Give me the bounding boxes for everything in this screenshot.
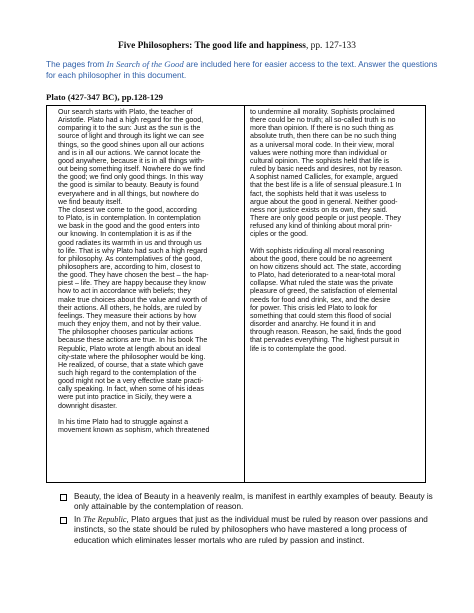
text-line: we bask in the good and the good enters into xyxy=(58,222,200,231)
text-line: to Plato, had deteriorated to a near-total moral xyxy=(250,271,396,280)
text-line: out being something itself. Nowhere do we find xyxy=(58,165,206,174)
square-bullet-icon xyxy=(60,517,67,524)
text-line: the good; we find only good things. In this way xyxy=(58,173,204,182)
text-line: feelings. They measure their actions by how xyxy=(58,311,197,320)
text-line: how to act in accordance with beliefs; they xyxy=(58,287,191,296)
text-line: life is to contemplate the good. xyxy=(250,344,347,353)
text-line: In his time Plato had to struggle against a xyxy=(58,417,189,426)
text-line: Aristotle. Plato had a high regard for the good, xyxy=(58,116,204,125)
title-pages: , pp. 127-133 xyxy=(305,41,356,51)
text-line: needs for food and drink, sex, and the desire xyxy=(250,295,391,304)
text-line: ruled by basic needs and desires, not by reason. xyxy=(250,165,403,174)
text-line: cally speaking. In fact, when some of his ideas xyxy=(58,385,204,394)
text-line: our knowing. In contemplation it is as if the xyxy=(58,230,192,239)
text-line: good radiates its warmth in us and through us xyxy=(58,238,202,247)
text-line: to life. That is why Plato had such a high regard xyxy=(58,246,208,255)
text-line: everywhere and in all things, but nowhere do xyxy=(58,189,199,198)
text-line: The philosopher chooses particular actions xyxy=(58,328,193,337)
text-line: the good is similar to beauty. Beauty is found xyxy=(58,181,199,190)
right-column-cell xyxy=(245,106,425,482)
text-line: absolute truth, then there can be no such thing xyxy=(250,132,397,141)
square-bullet-icon xyxy=(60,494,67,501)
text-line: make true choices about the value and worth of xyxy=(58,295,208,304)
bullet-item xyxy=(60,492,440,513)
text-table xyxy=(46,105,426,483)
text-line: downright disaster. xyxy=(58,401,118,410)
text-line: fact, the sophists held that it was useless to xyxy=(250,189,387,198)
text-line: pleasure of greed, the satisfaction of elemental xyxy=(250,287,398,296)
text-line: on how citizens should act. The state, according xyxy=(250,262,401,271)
text-line xyxy=(250,239,420,247)
text-line: values were nothing more than individual or xyxy=(250,148,387,157)
left-column-cell xyxy=(47,106,245,482)
text-line: With sophists ridiculing all moral reasoning xyxy=(250,246,385,255)
text-line: were put into practice in Sicily, they were a xyxy=(58,393,192,402)
text-line: to undermine all morality. Sophists proclaimed xyxy=(250,108,395,116)
text-line: through reason. Reason, he said, finds the good xyxy=(250,328,402,337)
text-line: that the best life is a life of sensual pleasure.1 In xyxy=(250,181,402,190)
intro-book-title: In Search of the Good xyxy=(106,59,184,69)
text-line: comparing it to the sun: Just as the sun is the xyxy=(58,124,201,133)
bullet-book-title: The Republic xyxy=(83,514,127,524)
document-title xyxy=(0,40,474,52)
bullet-list xyxy=(60,492,440,548)
text-line: as a universal moral code. In their view, moral xyxy=(250,140,394,149)
text-line: good might not be a very effective state practi- xyxy=(58,377,204,386)
text-line: and is in all our actions. We cannot locate the xyxy=(58,148,201,157)
text-line: A sophist named Callicles, for example, argued xyxy=(250,173,398,182)
bullet-text-pre: In xyxy=(74,514,84,524)
bullet-text-post: , Plato argues that just as the individual must be ruled by reason over passions and instincts, so the state should be ruled by philosophers who have mastered a long process of education which eliminates lesser mortals who are ruled by passion and instinct. xyxy=(74,514,428,545)
text-line: refused any kind of thinking about moral prin- xyxy=(250,222,392,231)
text-line: movement known as sophism, which threatened xyxy=(58,426,210,435)
text-line: such high regard to the contemplation of the xyxy=(58,369,197,377)
text-line: Republic, Plato wrote at length about an ideal xyxy=(58,344,201,353)
text-line: city-state where the philosopher would be king. xyxy=(58,352,206,361)
text-line: that pervades everything. The highest pursuit in xyxy=(250,336,400,345)
intro-pre: The pages from xyxy=(46,59,107,69)
text-line: to Plato, is in contemplation. In contemplation xyxy=(58,214,201,223)
bullet-text: Beauty, the idea of Beauty in a heavenly realm, is manifest in earthly examples of beauty. Beauty is only attainable by the contemplation of reason. xyxy=(74,492,433,512)
text-line: He realized, of course, that a state which gave xyxy=(58,360,204,369)
text-line: there could be no truth; all so-called truth is no xyxy=(250,116,396,125)
title-bold: Five Philosophers: The good life and happiness xyxy=(118,41,306,51)
text-line: piest – life. They are happy because they know xyxy=(58,279,206,288)
text-line: the good. They have chosen the best – the hap- xyxy=(58,271,209,280)
text-line: collapse. What ruled the state was the private xyxy=(250,279,394,288)
section-heading: Plato (427-347 BC), pp.128-129 xyxy=(46,92,164,102)
text-line: for power. This crisis led Plato to look for xyxy=(250,303,378,312)
text-line: The closest we come to the good, according xyxy=(58,205,197,214)
text-line: we find beauty itself. xyxy=(58,197,123,206)
intro-text xyxy=(46,59,446,80)
text-line: There are only good people or just people. They xyxy=(250,214,401,223)
text-line: for philosophy. As contemplatives of the good, xyxy=(58,254,203,263)
text-line: more than opinion. If there is no such thing as xyxy=(250,124,394,133)
text-line: ciples or the good. xyxy=(250,230,308,239)
text-line: argue about the good in general. Neither good- xyxy=(250,197,398,206)
text-line: things, so the good shines upon all our actions xyxy=(58,140,204,149)
text-line: something that could stem this flood of social xyxy=(250,311,392,320)
intro-post: are included here for easier access to the text. Answer the questions for each philosopher in this document. xyxy=(46,59,438,80)
text-line: cultural opinion. The sophists held that life is xyxy=(250,156,390,165)
text-line: good anywhere, because it is in all things with- xyxy=(58,156,205,165)
text-line: philosophers are, according to him, closest to xyxy=(58,262,201,271)
text-line: because these actions are true. In his book The xyxy=(58,336,208,345)
text-line: about the good, there could be no agreement xyxy=(250,254,392,263)
text-line xyxy=(58,410,239,418)
text-line: ness nor justice exists on its own, they said. xyxy=(250,205,388,214)
text-line: much they enjoy them, and not by their value. xyxy=(58,320,202,329)
text-line: their actions. All others, he holds, are ruled by xyxy=(58,303,202,312)
text-line: Our search starts with Plato, the teacher of xyxy=(58,108,193,116)
text-line: disorder and anarchy. He found it in and xyxy=(250,320,376,329)
bullet-item xyxy=(60,515,440,546)
text-line: source of light and through its light we can see xyxy=(58,132,204,141)
